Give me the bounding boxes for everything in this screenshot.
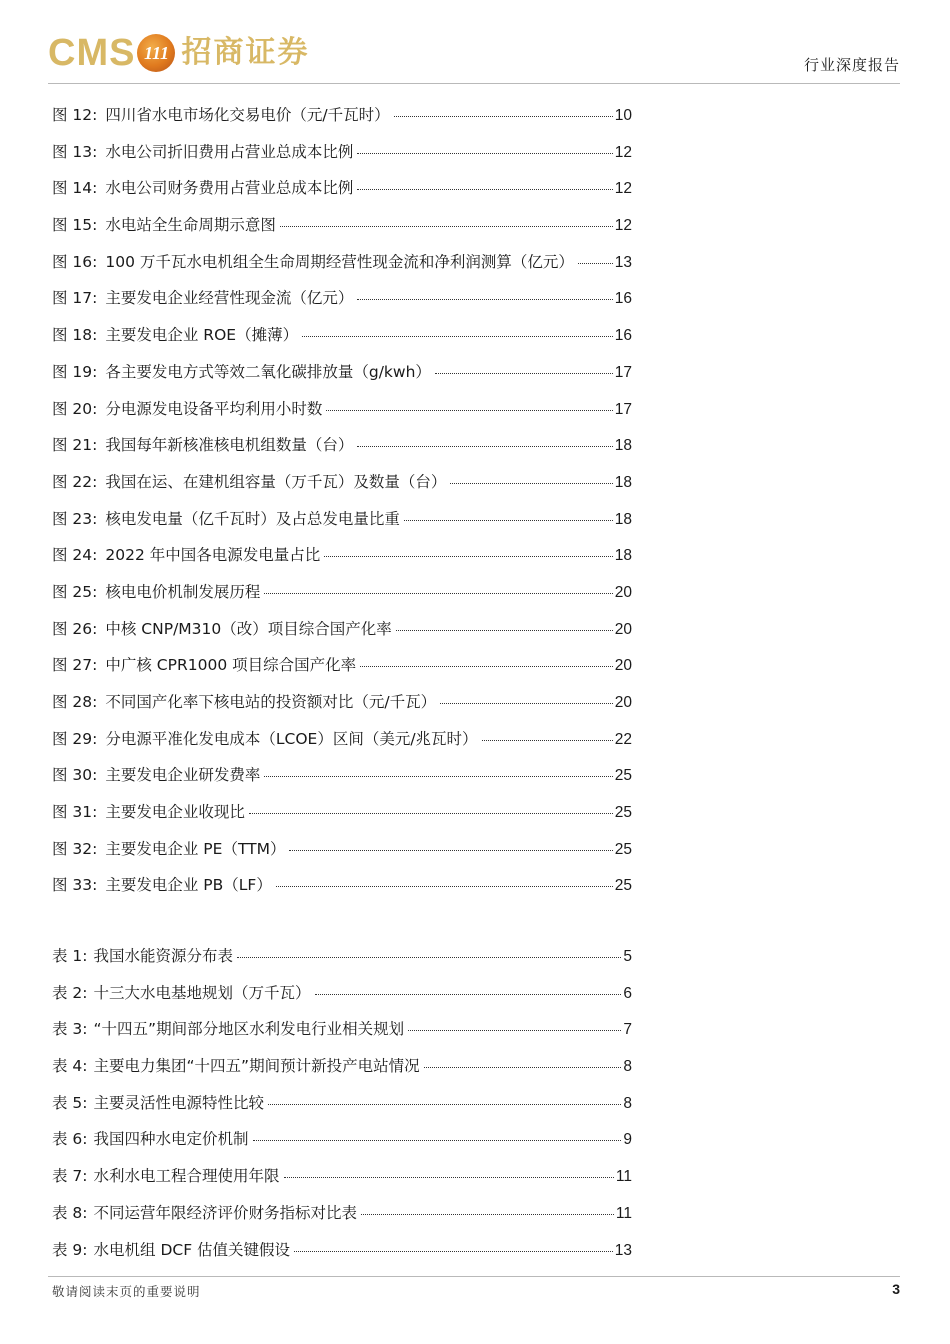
toc-entry-title: 中广核 CPR1000 项目综合国产化率 [105,656,357,675]
logo-badge-icon [137,34,175,72]
toc-entry[interactable] [52,544,632,581]
toc-entry-page: 25 [614,767,632,785]
toc-entry-number: 图 12: [52,106,98,124]
toc-entry-number: 图 15: [52,216,98,235]
toc-entry-number: 图 27: [52,656,98,675]
toc-entry-title: 水电站全生命周期示意图 [105,216,276,235]
toc-entry-number: 图 24: [52,546,98,565]
toc-entry-title: 核电发电量（亿千瓦时）及占总发电量比重 [105,509,400,528]
toc-dot-leader [357,188,612,190]
toc-dot-leader [435,372,613,374]
toc-dot-leader [237,956,621,958]
toc-entry-title: 核电电价机制发展历程 [105,582,261,601]
toc-entry-title: 四川省水电市场化交易电价（元/千瓦时） [105,106,390,124]
toc-entry-page: 25 [614,804,632,822]
toc-entry[interactable] [52,1239,632,1276]
toc-dot-leader [268,1103,621,1105]
toc-entry-title: 我国在运、在建机组容量（万千瓦）及数量（台） [105,472,447,491]
toc-entry[interactable] [52,838,632,875]
toc-entry-page: 18 [614,437,632,455]
toc-entry-page: 20 [614,620,632,638]
toc-entry-title: “十四五”期间部分地区水利发电行业相关规划 [93,1020,405,1039]
toc-entry-title: 主要发电企业研发费率 [105,766,261,785]
toc-entry-number: 图 18: [52,326,98,345]
toc-dot-leader [404,519,613,521]
toc-entry-number: 图 19: [52,362,98,381]
toc-entry[interactable] [52,728,632,765]
logo-badge-text: 111 [143,42,169,63]
toc-entry-title: 主要发电企业 PE（TTM） [105,839,286,858]
toc-entry-page: 12 [614,180,632,198]
toc-dot-leader [324,555,613,557]
toc-entry-title: 主要灵活性电源特性比较 [93,1093,265,1112]
toc-entry-title: 不同运营年限经济评价财务指标对比表 [93,1203,358,1222]
toc-dot-leader [294,1250,613,1252]
toc-entry[interactable] [52,982,632,1019]
toc-entry-page: 7 [623,1021,632,1039]
toc-entry-number: 图 25: [52,582,98,601]
toc-entry-title: 十三大水电基地规划（万千瓦） [93,983,311,1002]
toc-entry-page: 18 [614,547,632,565]
toc-entry-title: 水利水电工程合理使用年限 [93,1167,280,1186]
toc-entry-number: 图 26: [52,619,98,638]
toc-entry[interactable] [52,654,632,691]
toc-entry-number: 图 32: [52,839,98,858]
toc-entry[interactable] [52,691,632,728]
toc-entry-number: 表 7: [52,1167,88,1186]
toc-entry-page: 20 [614,657,632,675]
toc-entry[interactable] [52,618,632,655]
toc-entry-number: 图 13: [52,142,98,161]
toc-entry[interactable] [52,1092,632,1129]
toc-entry[interactable] [52,251,632,288]
toc-dot-leader [440,702,613,704]
page-number: 3 [892,1281,900,1297]
company-logo [48,32,309,74]
toc-entry-page: 10 [614,107,632,124]
toc-entry-number: 表 4: [52,1057,88,1076]
toc-entry[interactable] [52,1202,632,1239]
toc-entry[interactable] [52,874,632,911]
toc-dot-leader [289,849,612,851]
toc-entry-number: 表 6: [52,1130,88,1149]
toc-entry-page: 18 [614,510,632,528]
toc-dot-leader [357,298,612,300]
toc-entry[interactable] [52,398,632,435]
toc-entry-title: 主要发电企业收现比 [105,803,245,822]
toc-entry-title: 100 万千瓦水电机组全生命周期经营性现金流和净利润测算（亿元） [105,252,574,271]
header-divider [48,83,900,84]
toc-entry-page: 20 [614,694,632,711]
toc-entry[interactable] [52,945,632,982]
toc-entry-number: 图 29: [52,729,98,748]
toc-entry-page: 13 [614,253,632,271]
toc-entry-title: 主要电力集团“十四五”期间预计新投产电站情况 [93,1057,420,1076]
toc-entry-page: 12 [614,143,632,161]
toc-dot-leader [253,1139,622,1141]
toc-entry[interactable] [52,1165,632,1202]
toc-dot-leader [482,739,613,741]
toc-entry[interactable] [52,1055,632,1092]
toc-entry-page: 11 [615,1204,632,1222]
toc-entry-title: 主要发电企业 ROE（摊薄） [105,326,299,345]
toc-entry-number: 图 14: [52,179,98,198]
toc-entry-number: 图 30: [52,766,98,785]
toc-entry-page: 18 [614,473,632,491]
toc-dot-leader [280,225,613,227]
toc-entry-number: 图 23: [52,509,98,528]
toc-entry-page: 8 [623,1094,632,1112]
toc-entry-title: 各主要发电方式等效二氧化碳排放量（g/kwh） [105,362,431,381]
toc-entry-number: 图 22: [52,472,98,491]
toc-entry-page: 9 [623,1131,632,1149]
toc-entry[interactable] [52,1018,632,1055]
toc-dot-leader [302,335,613,337]
toc-entry-number: 图 17: [52,289,98,308]
figures-toc-list [52,104,632,911]
toc-dot-leader [357,445,612,447]
toc-entry-title: 我国每年新核准核电机组数量（台） [105,436,354,455]
toc-entry[interactable] [52,471,632,508]
toc-dot-leader [276,885,613,887]
toc-entry-title: 分电源平准化发电成本（LCOE）区间（美元/兆瓦时） [105,729,478,748]
toc-entry-page: 20 [614,583,632,601]
toc-entry-page: 12 [614,217,632,235]
page-header [0,0,950,90]
toc-entry-page: 17 [614,363,632,381]
toc-dot-leader [264,775,612,777]
toc-entry-title: 中核 CNP/M310（改）项目综合国产化率 [105,619,392,638]
toc-entry-number: 图 33: [52,876,98,895]
logo-company-name: 招商证券 [181,35,310,70]
toc-entry[interactable] [52,214,632,251]
toc-entry-page: 8 [623,1058,632,1076]
toc-entry-number: 图 31: [52,803,98,822]
toc-entry[interactable] [52,1128,632,1165]
footer-divider [48,1276,900,1277]
toc-entry[interactable] [52,104,632,141]
toc-entry-title: 水电公司财务费用占营业总成本比例 [105,179,354,198]
toc-entry-page: 22 [614,730,632,748]
report-type-label: 行业深度报告 [803,56,900,74]
disclaimer-note: 敬请阅读末页的重要说明 [52,1284,201,1299]
toc-dot-leader [264,592,612,594]
toc-dot-leader [396,629,613,631]
toc-entry-page: 11 [615,1168,632,1186]
toc-entry-page: 5 [623,948,632,965]
toc-entry-title: 不同国产化率下核电站的投资额对比（元/千瓦） [105,693,437,711]
toc-entry-page: 16 [614,327,632,345]
toc-entry-title: 主要发电企业经营性现金流（亿元） [105,289,354,308]
toc-entry-title: 主要发电企业 PB（LF） [105,876,272,895]
toc-entry-title: 我国水能资源分布表 [93,947,234,965]
toc-entry-number: 表 1: [52,947,88,965]
toc-entry[interactable] [52,581,632,618]
toc-entry-number: 图 21: [52,436,98,455]
toc-entry-page: 6 [623,984,632,1002]
toc-dot-leader [249,812,613,814]
toc-entry-number: 表 9: [52,1240,88,1259]
tables-toc-list [52,945,632,1275]
toc-dot-leader [315,993,622,995]
toc-entry-number: 表 8: [52,1203,88,1222]
toc-entry[interactable] [52,287,632,324]
toc-dot-leader [424,1066,622,1068]
logo-text: CMS [48,32,136,74]
toc-dot-leader [450,482,612,484]
toc-entry-title: 水电公司折旧费用占营业总成本比例 [105,142,354,161]
toc-entry-page: 17 [614,400,632,418]
toc-entry-number: 图 20: [52,399,98,418]
toc-entry-number: 表 3: [52,1020,88,1039]
toc-entry[interactable] [52,508,632,545]
toc-entry-page: 25 [614,840,632,858]
toc-entry-title: 2022 年中国各电源发电量占比 [105,546,321,565]
toc-entry[interactable] [52,177,632,214]
toc-entry-title: 水电机组 DCF 估值关键假设 [93,1240,291,1259]
toc-entry[interactable] [52,361,632,398]
toc-entry-number: 表 5: [52,1093,88,1112]
toc-entry-page: 25 [614,877,632,895]
toc-entry[interactable] [52,141,632,178]
toc-dot-leader [578,262,613,264]
toc-entry-title: 我国四种水电定价机制 [93,1130,249,1149]
toc-entry-number: 表 2: [52,983,88,1002]
toc-entry-title: 分电源发电设备平均利用小时数 [105,399,323,418]
toc-dot-leader [361,1213,614,1215]
toc-dot-leader [284,1176,614,1178]
toc-entry[interactable] [52,801,632,838]
toc-dot-leader [360,665,613,667]
toc-entry-number: 图 16: [52,252,98,271]
toc-entry[interactable] [52,764,632,801]
toc-entry[interactable] [52,324,632,361]
toc-entry-page: 13 [614,1241,632,1259]
toc-entry-number: 图 28: [52,693,98,711]
toc-dot-leader [394,115,613,117]
toc-entry[interactable] [52,434,632,471]
toc-dot-leader [326,409,612,411]
toc-dot-leader [408,1029,621,1031]
toc-entry-page: 16 [614,290,632,308]
toc-dot-leader [357,152,612,154]
